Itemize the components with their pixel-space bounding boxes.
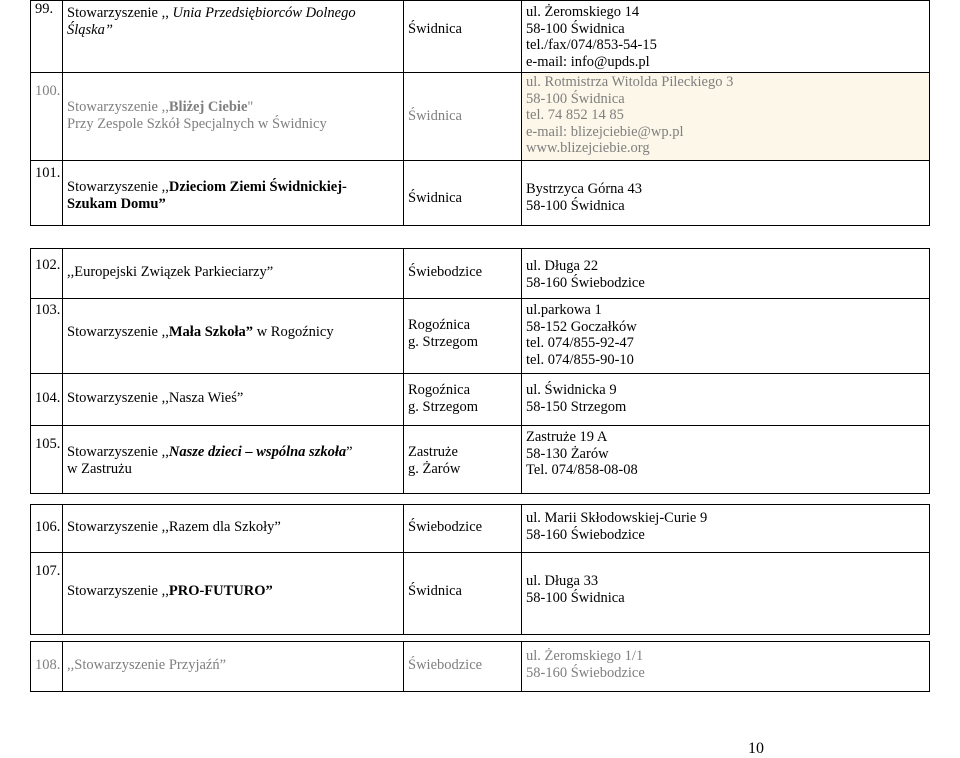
organization-name: Stowarzyszenie ,,Mała Szkoła” w Rogoźnicy <box>63 299 404 374</box>
row-number: 103. <box>31 299 63 374</box>
table-row <box>31 374 930 426</box>
city: Świebodzice <box>404 249 522 299</box>
city: Świdnica <box>404 1 522 73</box>
spacer-row <box>31 226 930 249</box>
address: ul. Świdnicka 9 58-150 Strzegom <box>522 374 930 426</box>
city: Świebodzice <box>404 505 522 553</box>
organization-name: Stowarzyszenie ,,Razem dla Szkoły” <box>63 505 404 553</box>
city: Rogoźnica g. Strzegom <box>404 374 522 426</box>
organization-name: Stowarzyszenie ,,Nasza Wieś” <box>63 374 404 426</box>
address: ul. Żeromskiego 1/1 58-160 Świebodzice <box>522 642 930 692</box>
city: Świdnica <box>404 161 522 226</box>
spacer-row <box>31 494 930 505</box>
organization-name: Stowarzyszenie ,, Unia Przedsiębiorców Dolnego Śląska” <box>63 1 404 73</box>
address: Zastruże 19 A 58-130 Żarów Tel. 074/858-08-08 <box>522 426 930 494</box>
table-row <box>31 505 930 553</box>
address: ul. Długa 22 58-160 Świebodzice <box>522 249 930 299</box>
row-number: 102. <box>31 249 63 299</box>
spacer-row <box>31 635 930 642</box>
row-number: 101. <box>31 161 63 226</box>
city: Świdnica <box>404 73 522 161</box>
table-row <box>31 299 930 374</box>
city: Świdnica <box>404 553 522 635</box>
row-number: 105. <box>31 426 63 494</box>
table-row <box>31 73 930 161</box>
address: Bystrzyca Górna 43 58-100 Świdnica <box>522 161 930 226</box>
organization-name: Stowarzyszenie ,,PRO-FUTURO” <box>63 553 404 635</box>
address: ul. Długa 33 58-100 Świdnica <box>522 553 930 635</box>
page-number: 10 <box>748 740 764 757</box>
address: ul. Żeromskiego 14 58-100 Świdnica tel./fax/074/853-54-15 e-mail: info@upds.pl <box>522 1 930 73</box>
row-number: 108. <box>31 642 63 692</box>
organization-name: Stowarzyszenie ,,Dzieciom Ziemi Świdnickiej- Szukam Domu” <box>63 161 404 226</box>
table-row <box>31 161 930 226</box>
table-row <box>31 249 930 299</box>
address: ul. Marii Skłodowskiej-Curie 9 58-160 Świebodzice <box>522 505 930 553</box>
table-row <box>31 642 930 692</box>
row-number: 100. <box>31 73 63 161</box>
city: Świebodzice <box>404 642 522 692</box>
table-row <box>31 426 930 494</box>
row-number: 104. <box>31 374 63 426</box>
address: ul. Rotmistrza Witolda Pileckiego 3 58-100 Świdnica tel. 74 852 14 85 e-mail: blizejciebie@wp.pl www.blizejciebie.org <box>522 73 930 161</box>
row-number: 99. <box>31 1 63 73</box>
organizations-table <box>30 0 930 692</box>
city: Zastruże g. Żarów <box>404 426 522 494</box>
row-number: 107. <box>31 553 63 635</box>
city: Rogoźnica g. Strzegom <box>404 299 522 374</box>
organization-name: Stowarzyszenie ,,Nasze dzieci – wspólna szkoła” w Zastrużu <box>63 426 404 494</box>
organization-name: Stowarzyszenie ,,Bliżej Ciebie" Przy Zespole Szkół Specjalnych w Świdnicy <box>63 73 404 161</box>
organization-name: ,,Europejski Związek Parkieciarzy” <box>63 249 404 299</box>
organization-name: ,,Stowarzyszenie Przyjaźń” <box>63 642 404 692</box>
row-number: 106. <box>31 505 63 553</box>
address: ul.parkowa 1 58-152 Goczałków tel. 074/855-92-47 tel. 074/855-90-10 <box>522 299 930 374</box>
table-row <box>31 553 930 635</box>
table-row <box>31 1 930 73</box>
